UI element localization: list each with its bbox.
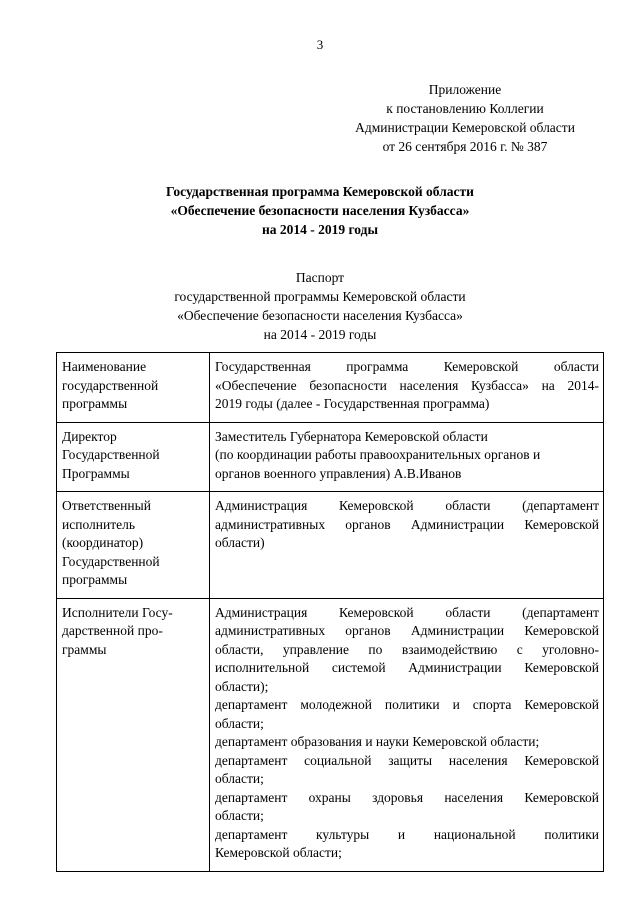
row-value-line: области): [215, 535, 265, 550]
appendix-block: [330, 80, 600, 156]
table-row: [57, 492, 604, 599]
passport-title-line: на 2014 - 2019 годы: [263, 327, 377, 342]
row-label-line: Исполнители Госу-: [62, 604, 173, 620]
row-label-line: Наименование: [62, 359, 147, 374]
row-value-cell: [210, 422, 604, 492]
appendix-line: Приложение: [428, 82, 502, 97]
row-label-line: исполнитель: [62, 516, 135, 532]
row-value-line: области;: [215, 808, 264, 823]
row-label-line: Государственной: [62, 447, 160, 462]
row-label-line: программы: [62, 396, 128, 411]
row-value-line: Администрация Кемеровской области (департамент: [215, 498, 599, 513]
program-title-line: «Обеспечение безопасности населения Кузбасса»: [170, 203, 470, 218]
row-label-cell: [57, 492, 210, 599]
program-title-line: на 2014 - 2019 годы: [261, 222, 379, 237]
appendix-line: к постановлению Коллегии: [386, 101, 544, 116]
page-number: 3: [316, 37, 324, 52]
row-value-line: области;: [215, 715, 264, 731]
row-value-line: Заместитель Губернатора Кемеровской области: [215, 428, 488, 444]
table-row: [57, 353, 604, 423]
row-label-cell: [57, 422, 210, 492]
row-label-line: Программы: [62, 465, 130, 481]
row-value-line: органов военного управления) А.В.Иванов: [215, 465, 462, 481]
row-value-line: области, управление по взаимодействию с уголовно-: [215, 641, 599, 657]
row-value-line: «Обеспечение безопасности населения Кузбасса» на 2014-: [215, 377, 599, 393]
row-label-line: (координатор): [62, 535, 144, 550]
row-value-line: департамент молодежной политики и спорта Кемеровской: [215, 697, 599, 712]
row-value-line: области);: [215, 678, 269, 694]
row-label-line: государственной: [62, 377, 159, 393]
table-row: [57, 598, 604, 871]
row-value-line: административных органов Администрации Кемеровской: [215, 623, 599, 638]
row-value-cell: [210, 598, 604, 871]
row-value-cell: [210, 492, 604, 599]
passport-title: [0, 268, 640, 344]
passport-table-body: [57, 353, 604, 872]
row-value-line: департамент охраны здоровья населения Кемеровской: [215, 789, 599, 805]
program-title: [0, 182, 640, 239]
row-label-line: граммы: [62, 641, 107, 657]
row-label-line: Директор: [62, 428, 117, 444]
row-value-line: административных органов Администрации Кемеровской: [215, 516, 599, 532]
program-title-line: Государственная программа Кемеровской области: [166, 184, 474, 199]
row-label-cell: [57, 598, 210, 871]
passport-title-line: «Обеспечение безопасности населения Кузбасса»: [177, 308, 463, 323]
row-value-line: (по координации работы правоохранительных органов и: [215, 447, 541, 462]
row-label-line: дарственной про-: [62, 623, 163, 638]
row-label-line: программы: [62, 572, 128, 587]
row-value-line: департамент культуры и национальной политики: [215, 826, 599, 842]
passport-title-line: Паспорт: [295, 270, 345, 285]
row-value-cell: [210, 353, 604, 423]
row-value-line: 2019 годы (далее - Государственная программа): [215, 396, 490, 411]
row-value-line: области;: [215, 771, 264, 786]
row-label-line: Государственной: [62, 553, 160, 569]
row-value-line: Администрация Кемеровской области (департамент: [215, 604, 599, 620]
row-value-line: департамент образования и науки Кемеровской области;: [215, 734, 540, 749]
row-value-line: исполнительной системой Администрации Кемеровской: [215, 660, 599, 675]
appendix-line: Администрации Кемеровской области: [355, 120, 575, 135]
passport-title-line: государственной программы Кемеровской области: [174, 289, 466, 304]
passport-table: [56, 352, 604, 872]
row-value-line: Кемеровской области;: [215, 845, 342, 860]
row-value-line: департамент социальной защиты населения Кемеровской: [215, 752, 599, 768]
table-row: [57, 422, 604, 492]
row-label-line: Ответственный: [62, 498, 151, 513]
appendix-line: от 26 сентября 2016 г. № 387: [382, 139, 548, 154]
row-label-cell: [57, 353, 210, 423]
row-value-line: Государственная программа Кемеровской области: [215, 359, 599, 374]
